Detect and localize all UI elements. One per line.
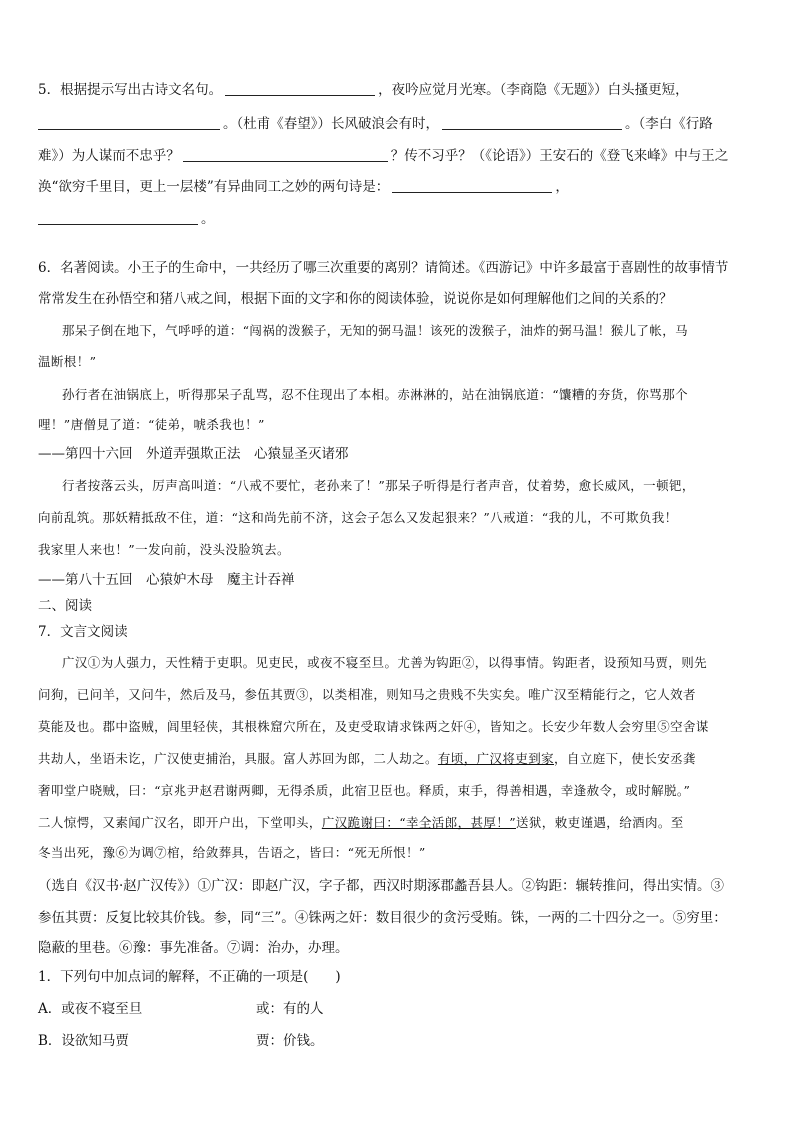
classical-text: 莫能及也。郡中盗贼，闾里轻侠，其根株窟穴所在，及吏受取请求铢两之奸④，皆知之。长安少年数人会穷里⑤空舍谋 — [38, 719, 709, 734]
section-heading: 二、阅读 — [38, 598, 92, 614]
q5-line-1 — [38, 80, 756, 100]
sub-question: 1．下列句中加点词的解释，不正确的一项是( ) — [38, 969, 341, 985]
classical-text: 广汉①为人强力，天性精于吏职。见吏民，或夜不寝至旦。尤善为钩距②，以得事情。钩距者，设预知马贾，则先 — [62, 655, 708, 670]
excerpt-paragraph: 哩！”唐僧見了道：“徒弟，唬杀我也！” — [38, 417, 265, 432]
classical-text: 奢叩堂户晓贼，曰：“京兆尹赵君谢两卿，无得杀质，此宿卫臣也。释质，束手，得善相遇，幸逢赦令，或时解脱。” — [38, 783, 691, 798]
q5-text: 。（杜甫《春望》）长风破浪会有时， — [223, 116, 439, 132]
classical-text: 冬当出死，豫⑥为调⑦棺，给敛葬具，告语之，皆曰：“死无所恨！” — [38, 845, 426, 860]
q5-line-5 — [38, 209, 756, 229]
answer-blank[interactable] — [442, 115, 622, 130]
annotation: 参伍其贾：反复比较其价钱。参，同“三”。④铢两之奸：数目很少的贪污受贿。铢，一两的二十四分之一。⑤穷里： — [38, 910, 727, 926]
option-b[interactable] — [38, 1031, 756, 1051]
q5-line-2 — [38, 114, 756, 134]
q5-line-4 — [38, 177, 756, 197]
excerpt-paragraph: 行者按落云头，厉声高叫道：“八戒不要忙，老孙来了！”那呆子听得是行者声音，仗着势，愈长威风，一顿钯， — [62, 478, 695, 493]
classical-text: 问狗，已问羊，又问牛，然后及马，参伍其贾③，以类相准，则知马之贵贱不失实矣。唯广汉至精能行之，它人效者 — [38, 687, 696, 702]
answer-blank[interactable] — [183, 147, 388, 162]
q5-text: 。 — [201, 211, 215, 227]
option-b-text: B．设欲知马贾 — [38, 1033, 129, 1049]
chapter-citation: ——第四十六回 外道弄强欺正法 心猿显圣灭诸邪 — [38, 446, 349, 462]
q5-prompt: 5．根据提示写出古诗文名句。 — [38, 82, 223, 98]
excerpt-paragraph: 向前乱筑。那妖精抵敌不住，道：“这和尚先前不济，这会子怎么又发起狠来？”八戒道：“我的儿，不可欺负我！ — [38, 510, 678, 525]
classical-text-segment: 二人惊愕，又素闻广汉名，即开户出，下堂叩头， — [38, 815, 322, 830]
excerpt-paragraph: 我家里人来也！”一发向前，没头没脸筑去。 — [38, 542, 290, 557]
q6-prompt-line-1: 6．名著阅读。小王子的生命中，一共经历了哪三次重要的离别？请简述。《西游记》中许多最富于喜剧性的故事情节 — [38, 260, 729, 276]
option-b-explanation: 贾：价钱。 — [256, 1033, 324, 1049]
q5-text: 涣“欲穷千里目，更上一层楼”有异曲同工之妙的两句诗是： — [38, 179, 390, 195]
underlined-sentence: 有顷，广汉将吏到家 — [437, 751, 555, 766]
annotation: 隐蔽的里巷。⑥豫：事先准备。⑦调：治办，办理。 — [38, 940, 349, 956]
q5-text: 。（李白《行路 — [625, 116, 713, 132]
excerpt-paragraph: 那呆子倒在地下，气呼呼的道：“闯祸的泼猴子，无知的弼马温！该死的泼猴子，油炸的弼马温！猴儿了帐，马 — [62, 323, 688, 338]
q5-text: ，夜吟应觉月光寒。（李商隐《无题》）白头搔更短， — [378, 82, 689, 98]
q6-prompt-line-2: 常常发生在孙悟空和猪八戒之间，根据下面的文字和你的阅读体验，说说你是如何理解他们之间的关系的？ — [38, 291, 673, 307]
answer-blank[interactable] — [392, 178, 552, 193]
q5-text: ， — [555, 179, 569, 195]
excerpt-paragraph: 温断根！” — [38, 354, 97, 369]
q5-text: ？传不习乎？（《论语》）王安石的《登飞来峰》中与王之 — [390, 148, 729, 164]
answer-blank[interactable] — [225, 81, 375, 96]
q5-line-3 — [38, 146, 756, 166]
option-a-text: A．或夜不寝至旦 — [38, 1001, 143, 1017]
q7-title: 7．文言文阅读 — [38, 624, 128, 640]
option-a[interactable] — [38, 999, 756, 1019]
classical-text-segment: 送狱，敕吏谨遇，给酒肉。至 — [516, 815, 684, 830]
q5-text: 难》）为人谋而不忠乎？ — [38, 148, 180, 164]
classical-text — [38, 813, 756, 833]
annotation: （选自《汉书·赵广汉传》）①广汉：即赵广汉，字子都，西汉时期涿郡蠡吾县人。②钩距：辗转推问，得出实情。③ — [38, 878, 725, 894]
chapter-citation: ——第八十五回 心猿妒木母 魔主计吞禅 — [38, 572, 295, 588]
underlined-sentence: 广汉跪谢曰：“幸全活郎，甚厚！” — [321, 815, 516, 830]
answer-blank[interactable] — [38, 210, 198, 225]
answer-blank[interactable] — [38, 115, 220, 130]
classical-text-segment: ，自立庭下，使长安丞龚 — [554, 751, 696, 766]
classical-text — [38, 749, 756, 769]
excerpt-paragraph: 孙行者在油锅底上，听得那呆子乱骂，忍不住现出了本相。赤淋淋的，站在油锅底道：“馕糟的夯货，你骂那个 — [62, 387, 688, 402]
classical-text-segment: 共劫人，坐语未讫，广汉使吏捕治，具服。富人苏回为郎，二人劫之。 — [38, 751, 438, 766]
option-a-explanation: 或：有的人 — [256, 1001, 324, 1017]
